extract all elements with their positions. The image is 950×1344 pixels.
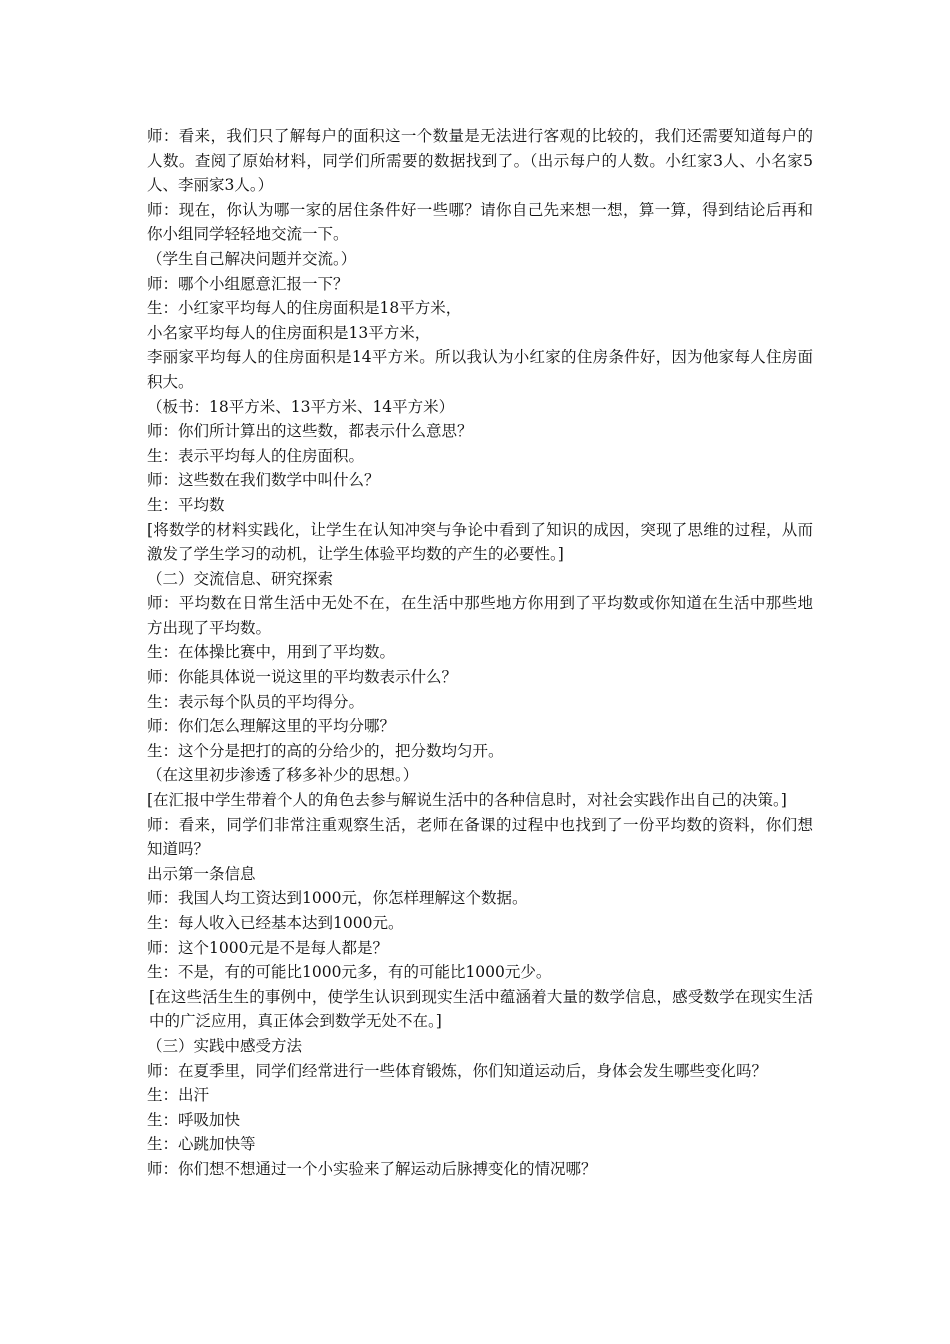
paragraph: 师：看来，我们只了解每户的面积这一个数量是无法进行客观的比较的，我们还需要知道每户的人数。查阅了原始材料，同学们所需要的数据找到了。（出示每户的人数。小红家3人、小名家5人、李丽家3人。） bbox=[147, 127, 813, 195]
paragraph: 生：表示每个队员的平均得分。 bbox=[147, 692, 365, 711]
paragraph: 师：看来，同学们非常注重观察生活，老师在备课的过程中也找到了一份平均数的资料，你们想知道吗？ bbox=[147, 815, 813, 859]
document-body bbox=[147, 124, 813, 1182]
paragraph: 师：你们想不想通过一个小实验来了解运动后脉搏变化的情况哪？ bbox=[147, 1159, 597, 1178]
paragraph: 师：在夏季里，同学们经常进行一些体育锻炼，你们知道运动后，身体会发生哪些变化吗？ bbox=[147, 1061, 768, 1080]
paragraph: 师：这个1000元是不是每人都是？ bbox=[147, 938, 388, 957]
paragraph: 师：你们所计算出的这些数，都表示什么意思？ bbox=[147, 422, 473, 441]
paragraph: 生：心跳加快等 bbox=[147, 1135, 256, 1154]
paragraph: 师：你能具体说一说这里的平均数表示什么？ bbox=[147, 668, 458, 687]
paragraph: （在这里初步渗透了移多补少的思想。） bbox=[147, 766, 419, 785]
paragraph: 小名家平均每人的住房面积是13平方米， bbox=[147, 323, 431, 342]
paragraph: 生：呼吸加快 bbox=[147, 1110, 241, 1129]
paragraph: 生：在体操比赛中，用到了平均数。 bbox=[147, 643, 396, 662]
paragraph: 生：每人收入已经基本达到1000元。 bbox=[147, 914, 404, 932]
paragraph: [将数学的材料实践化，让学生在认知冲突与争论中看到了知识的成因，突现了思维的过程，从而激发了学生学习的动机，让学生体验平均数的产生的必要性。] bbox=[147, 520, 813, 564]
paragraph: [在汇报中学生带着个人的角色去参与解说生活中的各种信息时，对社会实践作出自己的决策。] bbox=[147, 791, 787, 810]
paragraph: 出示第一条信息 bbox=[147, 864, 256, 883]
paragraph: 生：不是，有的可能比1000元多，有的可能比1000元少。 bbox=[147, 963, 552, 982]
paragraph: 师：平均数在日常生活中无处不在，在生活中那些地方你用到了平均数或你知道在生活中那些地方出现了平均数。 bbox=[147, 594, 813, 637]
paragraph: 李丽家平均每人的住房面积是14平方米。所以我认为小红家的住房条件好，因为他家每人住房面积大。 bbox=[147, 348, 813, 391]
paragraph: 生：表示平均每人的住房面积。 bbox=[147, 446, 365, 465]
paragraph: 生：小红家平均每人的住房面积是18平方米， bbox=[147, 299, 462, 318]
paragraph: 师：我国人均工资达到1000元，你怎样理解这个数据。 bbox=[147, 889, 528, 908]
paragraph: （板书：18平方米、13平方米、14平方米） bbox=[147, 397, 455, 416]
paragraph: 生：出汗 bbox=[147, 1086, 210, 1105]
paragraph: （学生自己解决问题并交流。） bbox=[147, 249, 357, 268]
paragraph: 生：这个分是把打的高的分给少的，把分数均匀开。 bbox=[147, 741, 504, 760]
paragraph: 师：你们怎么理解这里的平均分哪？ bbox=[147, 717, 396, 736]
paragraph: 师：哪个小组愿意汇报一下？ bbox=[147, 274, 349, 293]
paragraph: [在这些活生生的事例中，使学生认识到现实生活中蕴涵着大量的数学信息，感受数学在现实生活中的广泛应用，真正体会到数学无处不在。] bbox=[149, 987, 813, 1031]
section-heading: （三）实践中感受方法 bbox=[147, 1036, 303, 1055]
section-heading: （二）交流信息、研究探索 bbox=[147, 569, 334, 588]
paragraph: 师：现在，你认为哪一家的居住条件好一些哪？请你自己先来想一想，算一算，得到结论后再和你小组同学轻轻地交流一下。 bbox=[147, 200, 813, 244]
paragraph: 师：这些数在我们数学中叫什么？ bbox=[147, 471, 380, 490]
paragraph: 生：平均数 bbox=[147, 495, 225, 514]
